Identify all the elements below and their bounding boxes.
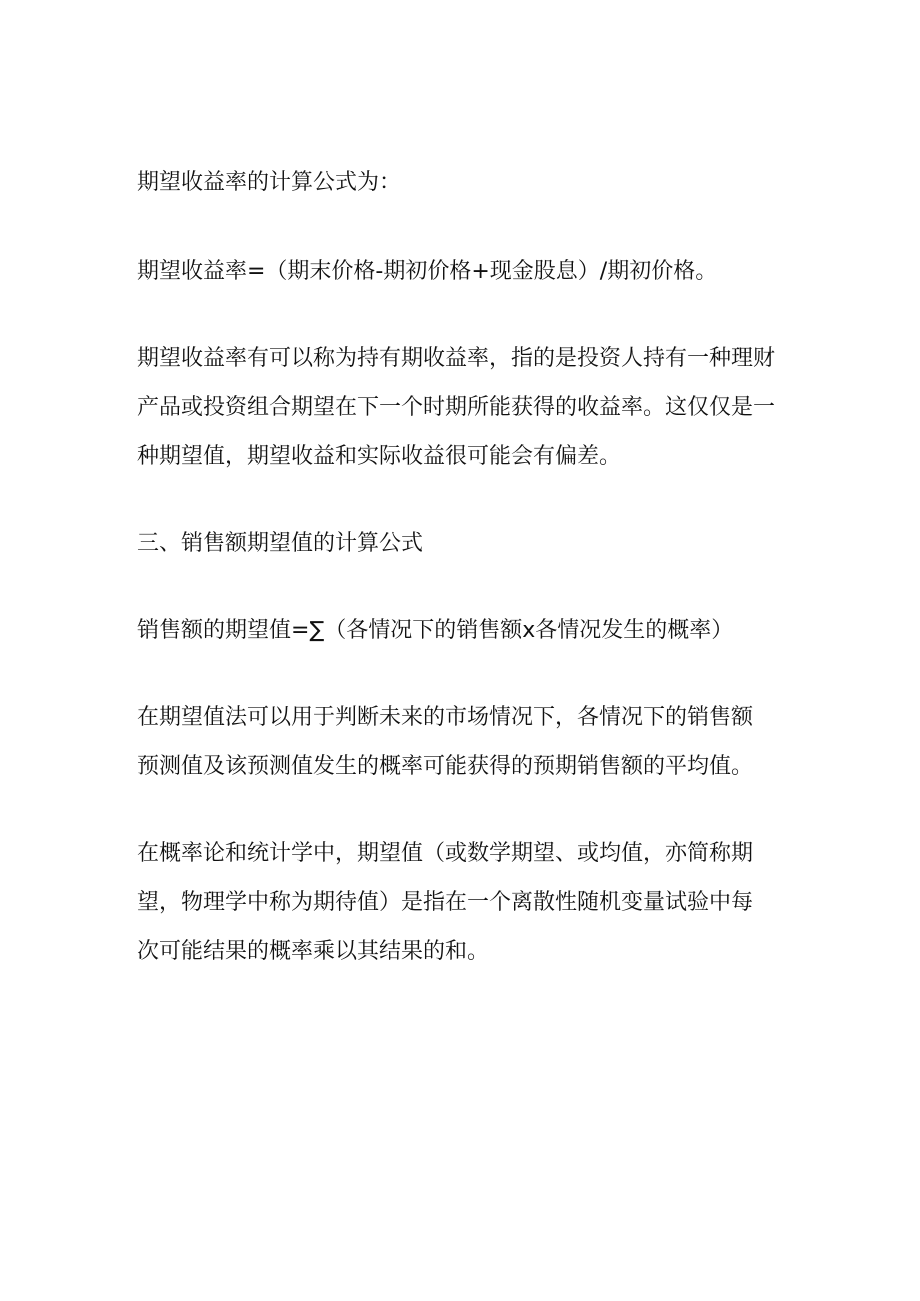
paragraph-expectation-definition <box>137 829 797 976</box>
paragraph-formula-intro <box>137 158 797 207</box>
document-body <box>137 158 797 976</box>
paragraph-sales-explanation <box>137 693 797 791</box>
text-line: 预测值及该预测值发生的概率可能获得的预期销售额的平均值。 <box>137 754 754 779</box>
text-line: 在概率论和统计学中，期望值（或数学期望、或均值，亦简称期 <box>137 841 754 866</box>
text-line: 期望收益率的计算公式为： <box>137 170 402 195</box>
text-line: 期望收益率有可以称为持有期收益率，指的是投资人持有一种理财 <box>137 346 776 371</box>
text-line: 销售额的期望值=∑（各情况下的销售额x各情况发生的概率） <box>137 618 734 643</box>
section-heading <box>137 519 797 568</box>
paragraph-sales-formula <box>137 606 797 655</box>
paragraph-expected-return-definition <box>137 334 797 481</box>
text-line: 次可能结果的概率乘以其结果的和。 <box>137 939 490 964</box>
text-line: 产品或投资组合期望在下一个时期所能获得的收益率。这仅仅是一 <box>137 395 776 420</box>
text-line: 三、销售额期望值的计算公式 <box>137 531 424 556</box>
text-line: 期望收益率=（期末价格-期初价格+现金股息）/期初价格。 <box>137 259 718 284</box>
text-line: 种期望值，期望收益和实际收益很可能会有偏差。 <box>137 444 622 469</box>
text-line: 在期望值法可以用于判断未来的市场情况下，各情况下的销售额 <box>137 705 754 730</box>
paragraph-expected-return-formula <box>137 247 797 296</box>
text-line: 望，物理学中称为期待值）是指在一个离散性随机变量试验中每 <box>137 890 754 915</box>
